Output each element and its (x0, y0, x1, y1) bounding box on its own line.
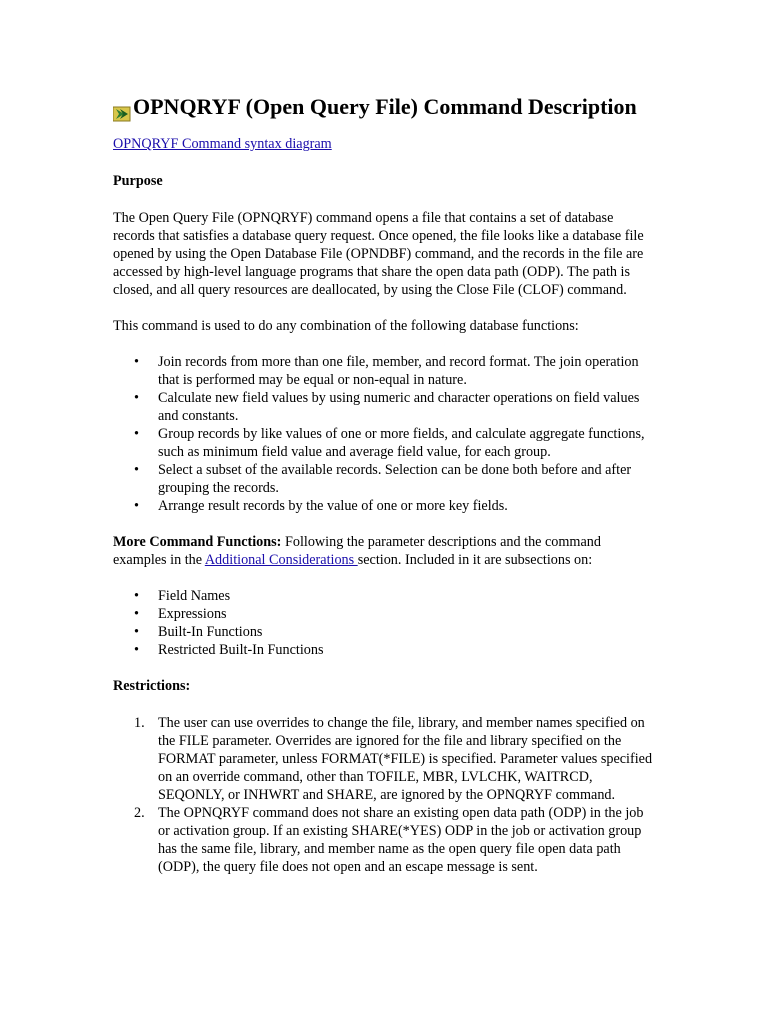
additional-considerations-link[interactable]: Additional Considerations (204, 552, 358, 568)
list-item: • Arrange result records by the value of one or more key fields. (158, 497, 658, 515)
page-title-text: OPNQRYF (Open Query File) Command Description (133, 94, 637, 119)
purpose-paragraph: The Open Query File (OPNQRYF) command opens a file that contains a set of database records that satisfies a database query request. Once opened, the file looks like a database file opened by using the Open Database File (OPNDBF) command, and the records in the file are accessed by high-level language programs that share the open data path (ODP). The path is closed, and all query resources are deallocated, by using the Close File (CLOF) command. (113, 210, 644, 298)
list-item: • Group records by like values of one or more fields, and calculate aggregate functions, such as minimum field value and average field value, for each group. (158, 425, 658, 461)
list-item: • Restricted Built-In Functions (158, 641, 658, 659)
document-page (113, 92, 658, 894)
functions-intro: This command is used to do any combination of the following database functions: (113, 318, 579, 334)
arrow-icon (113, 100, 131, 116)
list-item: • Expressions (158, 605, 658, 623)
list-item: • Field Names (158, 587, 658, 605)
more-functions-label: More Command Functions: (113, 534, 282, 550)
more-functions-text-after: section. Included in it are subsections on: (357, 552, 593, 568)
list-item-text: The user can use overrides to change the file, library, and member names specified on the FILE parameter. Overrides are ignored for the file and library specified on the FORMAT parameter, unless FORMAT(*FILE) is specified. Parameter values specified on an override command, other than TOFILE, MBR, LVLCHK, WAITRCD, SEQONLY, or INHWRT and SHARE, are ignored by the OPNQRYF command. (158, 715, 653, 803)
list-item: • Select a subset of the available records. Selection can be done both before and after grouping the records. (158, 461, 658, 497)
more-functions-text-before: Following the parameter descriptions and the command examples in the (113, 534, 601, 568)
list-item: • Join records from more than one file, member, and record format. The join operation that is performed may be equal or non-equal in nature. (158, 353, 658, 389)
more-functions-paragraph (113, 533, 658, 569)
restrictions-heading: Restrictions: (113, 678, 191, 694)
subsections-list (113, 587, 658, 659)
functions-list (113, 353, 658, 515)
list-item: • Calculate new field values by using numeric and character operations on field values and constants. (158, 389, 658, 425)
restrictions-list (113, 714, 658, 876)
syntax-diagram-link[interactable]: OPNQRYF Command syntax diagram (113, 136, 332, 152)
purpose-heading: Purpose (113, 173, 163, 189)
list-item (134, 804, 658, 876)
list-number: 2. (134, 805, 145, 821)
list-item-text: The OPNQRYF command does not share an existing open data path (ODP) in the job or activation group. If an existing SHARE(*YES) ODP in the job or activation group has the same file, library, and member name as the open query file open data path (ODP), the query file does not open and an escape message is sent. (158, 805, 644, 875)
list-number: 1. (134, 715, 145, 731)
list-item: • Built-In Functions (158, 623, 658, 641)
page-title (113, 92, 658, 122)
list-item (134, 714, 658, 804)
